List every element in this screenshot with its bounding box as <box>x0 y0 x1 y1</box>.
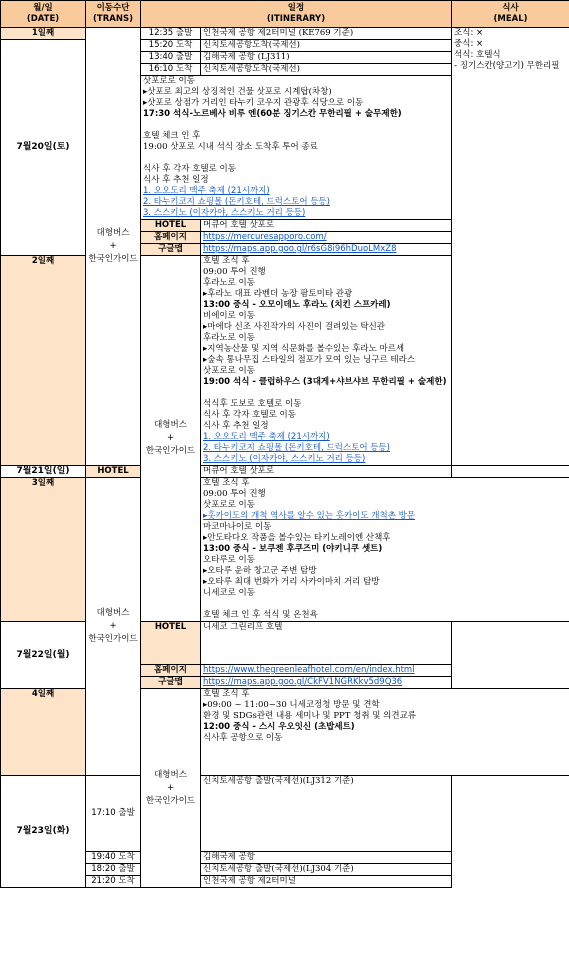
itinerary-line: ▸오타루 최대 번화가 거리 사카이마치 거리 탐방 <box>203 577 380 587</box>
day-row <box>1 28 569 40</box>
itinerary-header: 일정 (ITINERARY) <box>141 1 452 28</box>
meal-line: 조식: × <box>454 28 484 38</box>
transport-text: 한국인가이드 <box>88 634 138 644</box>
date-cell: 7월21일(일) <box>1 466 86 478</box>
trans-header: 이동수단 (TRANS) <box>86 1 141 28</box>
day-row <box>1 478 569 622</box>
itinerary-body <box>201 689 569 776</box>
info-value: 머큐어 호텔 삿포로 <box>201 220 452 232</box>
itinerary-body <box>201 256 569 466</box>
itinerary-cell: 신치토세공항도착(국제선) <box>201 64 452 76</box>
itinerary-line: 식사 후 추천 일정 <box>143 175 209 185</box>
itinerary-line: 니세코로 이동 <box>203 588 255 598</box>
itinerary-cell: 신치토세공항 출발(국제선)(LJ304 기준) <box>201 864 452 876</box>
time-cell: 15:20 도착 <box>141 40 201 52</box>
itinerary-line: 식사 후 각자 호텔로 이동 <box>143 164 236 174</box>
time-cell: 17:10 출발 <box>86 776 141 852</box>
itinerary-body <box>141 76 452 220</box>
date-cell: 7월22일(월) <box>1 622 86 689</box>
itinerary-link[interactable]: 1. 오오도리 맥주 축제 (21시까지) <box>143 186 270 196</box>
time-cell: 19:40 도착 <box>86 852 141 864</box>
itinerary-line: 후라노로 이동 <box>203 278 255 288</box>
transport-text: + <box>166 782 175 793</box>
transport-text: 대형버스 <box>96 228 130 238</box>
itinerary-line <box>143 153 449 164</box>
itinerary-line: 식사 후 각자 호텔로 이동 <box>203 410 296 420</box>
header-row <box>1 1 569 28</box>
itinerary-link[interactable]: 2. 타누키코지 쇼핑몰 (돈키호테, 드럭스토어 등등) <box>203 443 390 453</box>
itinerary-line: 오타루로 이동 <box>203 555 255 565</box>
itinerary-cell: 김해국제 공항 (LJ311) <box>201 52 452 64</box>
itinerary-cell: 신치토세공항 출발(국제선)(LJ312 기준) <box>201 776 452 852</box>
itinerary-link[interactable]: 1. 오오도리 맥주 축제 (21시까지) <box>203 432 330 442</box>
transport-text: 한국인가이드 <box>88 254 138 264</box>
time-cell: 18:20 출발 <box>86 864 141 876</box>
itinerary-line: 09:00 투어 진행 <box>203 489 266 499</box>
itinerary-line: ▸후라노 대표 라벤더 농장 팜토미타 관광 <box>203 289 353 299</box>
info-label: 구글맵 <box>141 244 201 256</box>
itinerary-line: 삿포로로 이동 <box>143 76 195 86</box>
itinerary-line: 19:00 석식 - 클럽하우스 (3대게+샤브샤브 무한리필 + 술제한) <box>203 377 447 387</box>
transport-text: 대형버스 <box>154 420 187 430</box>
itinerary-line: 석식후 도보로 호텔로 이동 <box>203 399 302 409</box>
itinerary-line: 마코마나이로 이동 <box>203 522 272 532</box>
itinerary-link[interactable]: ▸홋카이도의 개척 역사를 알수 있는 홋카이도 개척촌 방문 <box>203 511 416 521</box>
transport-text: 한국인가이드 <box>145 446 196 456</box>
itinerary-line: 식사후 공항으로 이동 <box>203 733 283 743</box>
itinerary-line: ▸숲속 통나무집 스타일의 점포가 모여 있는 닝구르 테라스 <box>203 355 416 365</box>
itinerary-line: ▸안도타다오 작품을 볼수있는 타키노레이엔 산책후 <box>203 533 391 543</box>
itinerary-row <box>1 852 569 864</box>
itinerary-line: ▸지역농산물 및 지역 식문화를 볼수있는 후라노 마르셰 <box>203 344 405 354</box>
info-label: 홈페이지 <box>141 232 201 244</box>
info-link[interactable]: https://maps.app.goo.gl/CkFV1NGRKkv5d9Q36 <box>201 677 452 689</box>
itinerary-line <box>203 599 567 610</box>
itinerary-row <box>1 776 569 852</box>
itinerary-line <box>203 388 567 399</box>
time-cell: 16:10 도착 <box>141 64 201 76</box>
date-cell: 7월23일(화) <box>1 776 86 888</box>
meal-header: 식사 (MEAL) <box>452 1 569 28</box>
meal-line: - 징기스칸(양고기) 무한리필 <box>454 61 560 71</box>
itinerary-line: 호텔 체크 인 후 석식 및 온천욕 <box>203 610 318 620</box>
itinerary-line: 19:00 삿포로 시내 석식 장소 도착후 투어 종료 <box>143 142 318 152</box>
info-label: HOTEL <box>141 220 201 232</box>
day-label: 4일째 <box>1 689 86 776</box>
meal-line: 석식: 호텔식 <box>454 50 501 60</box>
itinerary-line <box>143 120 449 131</box>
date-cell: 7월20일(토) <box>1 40 86 256</box>
itinerary-row <box>1 864 569 876</box>
info-label: 구글맵 <box>141 677 201 689</box>
day-label: 1일째 <box>1 28 86 40</box>
itinerary-link[interactable]: 3. 스스키노 (이자카야, 스스키노 거리 등등) <box>143 208 306 218</box>
itinerary-line: ▸오타루 운하 창고군 주변 탐방 <box>203 566 317 576</box>
transport-text: 한국인가이드 <box>145 795 196 806</box>
date-header: 월/일 (DATE) <box>1 1 86 28</box>
transport-cell <box>86 28 141 466</box>
info-link[interactable]: https://mercuresapporo.com/ <box>201 232 452 244</box>
itinerary-cell: 인천국제 공항 제2터미널 (KE769 기준) <box>201 28 452 40</box>
itinerary-line: 17:30 석식-노르베사 비루 엔(60분 징기스칸 무한리필 + 술무제한) <box>143 109 402 119</box>
itinerary-line: ▸마에다 신조 사진작가의 사진이 걸려있는 탁신관 <box>203 322 385 332</box>
itinerary-line: 12:00 중식 - 스시 우오잇신 (초밥세트) <box>203 722 355 732</box>
itinerary-line: 호텔 체크 인 후 <box>143 131 201 141</box>
transport-text: + <box>109 621 117 631</box>
info-label: HOTEL <box>86 466 141 478</box>
itinerary-body <box>201 478 569 622</box>
transport-text: 대형버스 <box>154 769 187 780</box>
itinerary-link[interactable]: 3. 스스키노 (이자카야, 스스키노 거리 등등) <box>203 454 366 464</box>
itinerary-line: 삿포로로 이동 <box>203 500 255 510</box>
itinerary-cell: 신치토세공항도착(국제선) <box>201 40 452 52</box>
itinerary-line: 식사 후 추천 일정 <box>203 421 269 431</box>
time-cell: 12:35 출발 <box>141 28 201 40</box>
itinerary-line: 호텔 조식 후 <box>203 256 250 266</box>
itinerary-line: ▸삿포로 최고의 상징적인 건물 삿포로 시계탑(차창) <box>143 87 332 97</box>
itinerary-line: ▸09:00 ~ 11:00~30 니세코정청 방문 및 견학 <box>203 700 380 710</box>
itinerary-line: 호텔 조식 후 <box>203 478 250 488</box>
transport-text: + <box>166 433 175 443</box>
info-link[interactable]: https://www.thegreenleafhotel.com/en/index.html <box>201 665 452 677</box>
itinerary-line: 삿포로로 이동 <box>203 366 255 376</box>
day-label: 2일째 <box>1 256 86 466</box>
transport-cell <box>141 689 201 888</box>
time-cell: 21:20 도착 <box>86 876 141 888</box>
transport-cell <box>86 478 141 776</box>
transport-text: 대형버스 <box>96 608 130 618</box>
info-value: 니세코 그린리프 호텔 <box>201 622 452 665</box>
itinerary-line: 13:00 중식 - 오모이데노 후라노 (치킨 스프카레) <box>203 300 391 310</box>
info-label: HOTEL <box>141 622 201 665</box>
info-link[interactable]: https://maps.app.goo.gl/r6sG8i96hDuoLMxZ8 <box>201 244 452 256</box>
itinerary-row <box>1 876 569 888</box>
transport-cell <box>141 256 201 622</box>
itinerary-row <box>1 466 569 478</box>
info-label: 홈페이지 <box>141 665 201 677</box>
itinerary-cell: 인천국제 공항 제2터미널 <box>201 876 452 888</box>
itinerary-line: 13:00 중식 - 보쿠젠 후쿠즈미 (야키니쿠 셋트) <box>203 544 383 554</box>
itinerary-line: 호텔 조식 후 <box>203 689 250 699</box>
itinerary-link[interactable]: 2. 타누키코지 쇼핑몰 (돈키호테, 드럭스토어 등등) <box>143 197 330 207</box>
info-value: 머큐어 호텔 삿포로 <box>201 466 452 478</box>
day-label: 3일째 <box>1 478 86 622</box>
transport-text: + <box>109 241 117 251</box>
itinerary-line: 비에이로 이동 <box>203 311 255 321</box>
itinerary-line: ▸삿포로 상점가 거리인 타누키 코우지 관광후 식당으로 이동 <box>143 98 364 108</box>
meal-line: 중식: × <box>454 39 484 49</box>
time-cell: 13:40 출발 <box>141 52 201 64</box>
itinerary-line: 09:00 투어 진행 <box>203 267 266 277</box>
itinerary-line: 후라노로 이동 <box>203 333 255 343</box>
itinerary-line: 환경 및 SDGs관련 내용 세미나 및 PPT 청취 및 의견교류 <box>203 711 417 721</box>
itinerary-cell: 김해국제 공항 <box>201 852 452 864</box>
